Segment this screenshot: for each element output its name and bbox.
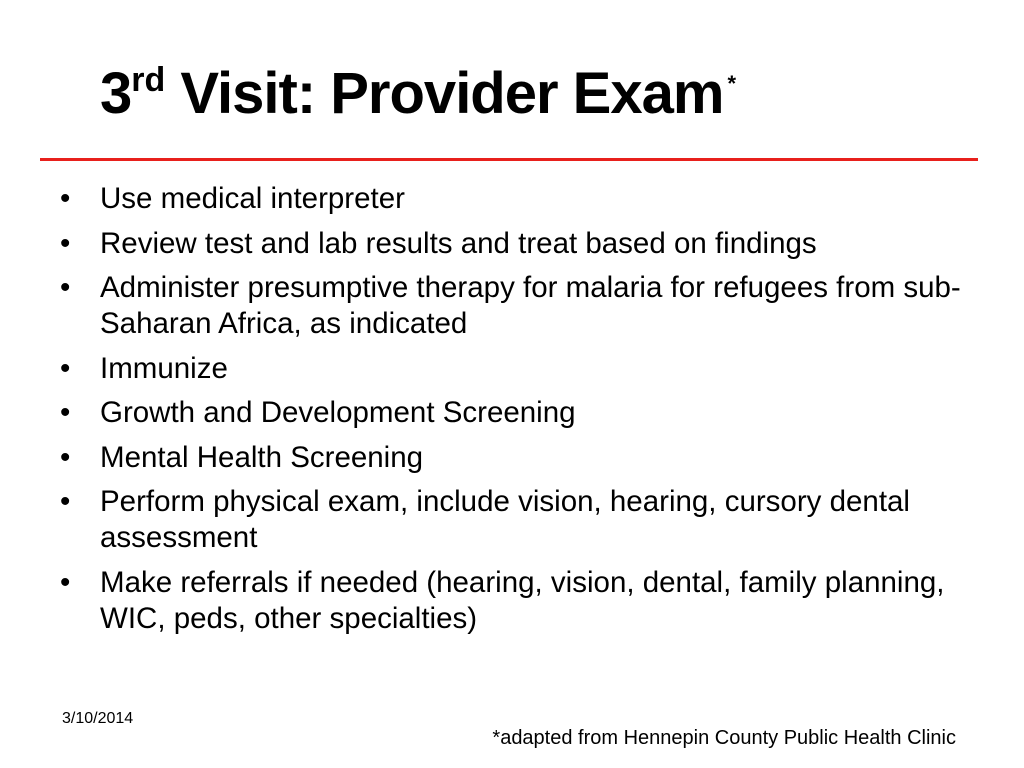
bullet-list (58, 181, 968, 645)
bullet-item (58, 395, 968, 431)
title-number: 3 (100, 61, 132, 126)
bullet-dot-icon: • (60, 565, 71, 599)
bullet-item (58, 270, 968, 342)
bullet-text: Immunize (100, 351, 228, 385)
bullet-dot-icon: • (60, 271, 71, 304)
bullet-text: Growth and Development Screening (100, 396, 576, 429)
title-divider (40, 158, 978, 161)
bullet-item (58, 226, 968, 262)
bullet-item (58, 440, 968, 476)
bullet-item (58, 484, 968, 556)
bullet-item (58, 565, 968, 637)
title-superscript: rd (131, 61, 166, 99)
slide-date: 3/10/2014 (62, 710, 134, 727)
bullet-text: Mental Health Screening (100, 440, 424, 474)
bullet-dot-icon: • (60, 351, 71, 385)
bullet-text: Review test and lab results and treat based on findings (100, 226, 817, 260)
bullet-text: Use medical interpreter (100, 182, 405, 215)
footnote: *adapted from Hennepin County Public Health Clinic (492, 727, 956, 749)
title-asterisk: * (727, 71, 737, 96)
bullet-item (58, 351, 968, 387)
bullet-text: Make referrals if needed (hearing, vision, dental, family planning, WIC, peds, other specialties) (100, 565, 945, 635)
title-text: Visit: Provider Exam (165, 61, 724, 126)
bullet-dot-icon: • (60, 440, 71, 474)
bullet-dot-icon: • (60, 182, 71, 215)
bullet-dot-icon: • (60, 485, 71, 518)
bullet-text: Administer presumptive therapy for malaria for refugees from sub-Saharan Africa, as indicated (100, 271, 961, 340)
bullet-dot-icon: • (60, 396, 71, 429)
bullet-item (58, 181, 968, 217)
slide-title (100, 56, 980, 144)
bullet-dot-icon: • (60, 226, 71, 260)
bullet-text: Perform physical exam, include vision, hearing, cursory dental assessment (100, 485, 910, 554)
